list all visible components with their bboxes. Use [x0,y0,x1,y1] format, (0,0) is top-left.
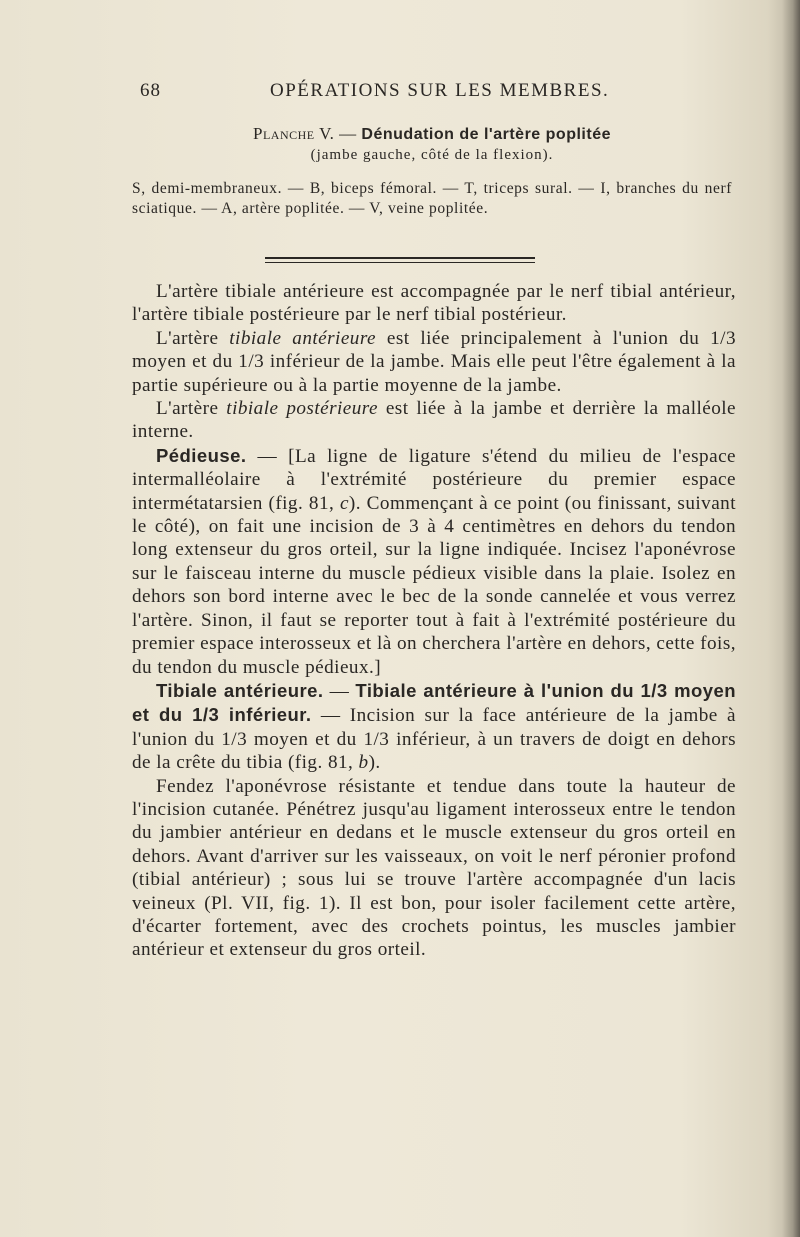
paragraph [132,397,736,444]
plate-legend: S, demi-membraneux. — B, biceps fémoral. — T, triceps sural. — I, branches du nerf sciatique. — A, artère poplitée. — V, veine poplitée. [132,180,732,217]
section-heading: Tibiale antérieure. [156,679,324,701]
figure-caption [132,124,732,219]
running-title: OPÉRATIONS SUR LES MEMBRES. [270,80,610,101]
plate-subtitle: (jambe gauche, côté de la flexion). [310,147,554,163]
paragraph [132,679,736,775]
italic-term: tibiale postérieure [226,398,378,420]
plate-label: Planche V. [253,124,335,143]
page-header [140,80,700,108]
separator-rule-thick [265,257,535,259]
separator-rule-thin [265,262,535,263]
paragraph [132,327,736,397]
text-run: est liée à la jambe et derrière la malléole interne. [132,398,737,443]
text-run: L'artère [156,327,230,349]
text-run: L'artère [156,398,227,420]
page-number: 68 [140,80,161,101]
section-subheading: Tibiale antérieure à l'union du 1/3 moyen et du 1/3 inférieur. [132,679,736,726]
plate-title-line [132,124,732,145]
section-heading: Pédieuse. [156,444,247,466]
text-run: — Incision sur la face antérieure de la jambe à l'union du 1/3 moyen et du 1/3 inférieur, à un travers de doigt en dehors de la crête du tibia (fig. 81, [132,705,736,774]
text-run: — [La ligne de ligature s'étend du milieu de l'espace intermalléolaire à l'extrémité postérieure du premier espace intermétatarsien (fig. 81, [132,445,736,514]
figure-letter: c [339,492,349,514]
paragraph: Fendez l'aponévrose résistante et tendue dans toute la hauteur de l'incision cutanée. Pénétrez jusqu'au ligament interosseux entre le tendon du jambier antérieur en dedans et le muscle extenseur du gros orteil en dehors. Avant d'arriver sur les vaisseaux, on voit le nerf péronier profond (tibial antérieur) ; sous lui se trouve l'artère accompagnée d'un lacis veineux (Pl. VII, fig. 1). Il est bon, pour isoler facilement cette artère, d'écarter fortement, avec des crochets pointus, les muscles jambier antérieur et extenseur du gros orteil. [132,775,736,961]
plate-dash: — [334,124,362,143]
text-run: ). [368,752,381,774]
text-run: ). Commençant à ce point (ou finissant, suivant le côté), on fait une incision de 3 à 4 centimètres en dehors du tendon long extenseur du gros orteil, sur la ligne indiquée. Incisez l'aponévrose sur le faisceau interne du muscle pédieux visible dans la plaie. Isolez en dehors son bord interne avec le bec de la sonde cannelée et vous verrez l'artère. Sinon, il faut se reporter tout à fait à l'extrémité postérieure du premier espace interosseux et là on cherchera l'artère en dehors, cette fois, du tendon du muscle pédieux.] [132,492,736,678]
page-edge-shadow [782,0,800,1237]
italic-term: tibiale antérieure [229,327,377,349]
text-run: — [323,680,356,702]
figure-letter: b [358,752,369,774]
paragraph: L'artère tibiale antérieure est accompagnée par le nerf tibial antérieur, l'artère tibiale postérieure par le nerf tibial postérieur. [132,281,736,326]
body-text [132,280,736,962]
plate-title: Dénudation de l'artère poplitée [361,126,611,143]
text-run: est liée principalement à l'union du 1/3 moyen et du 1/3 inférieur de la jambe. Mais elle peut l'être également à la partie supérieure ou à la partie moyenne de la jambe. [132,327,736,396]
paragraph [132,444,736,679]
